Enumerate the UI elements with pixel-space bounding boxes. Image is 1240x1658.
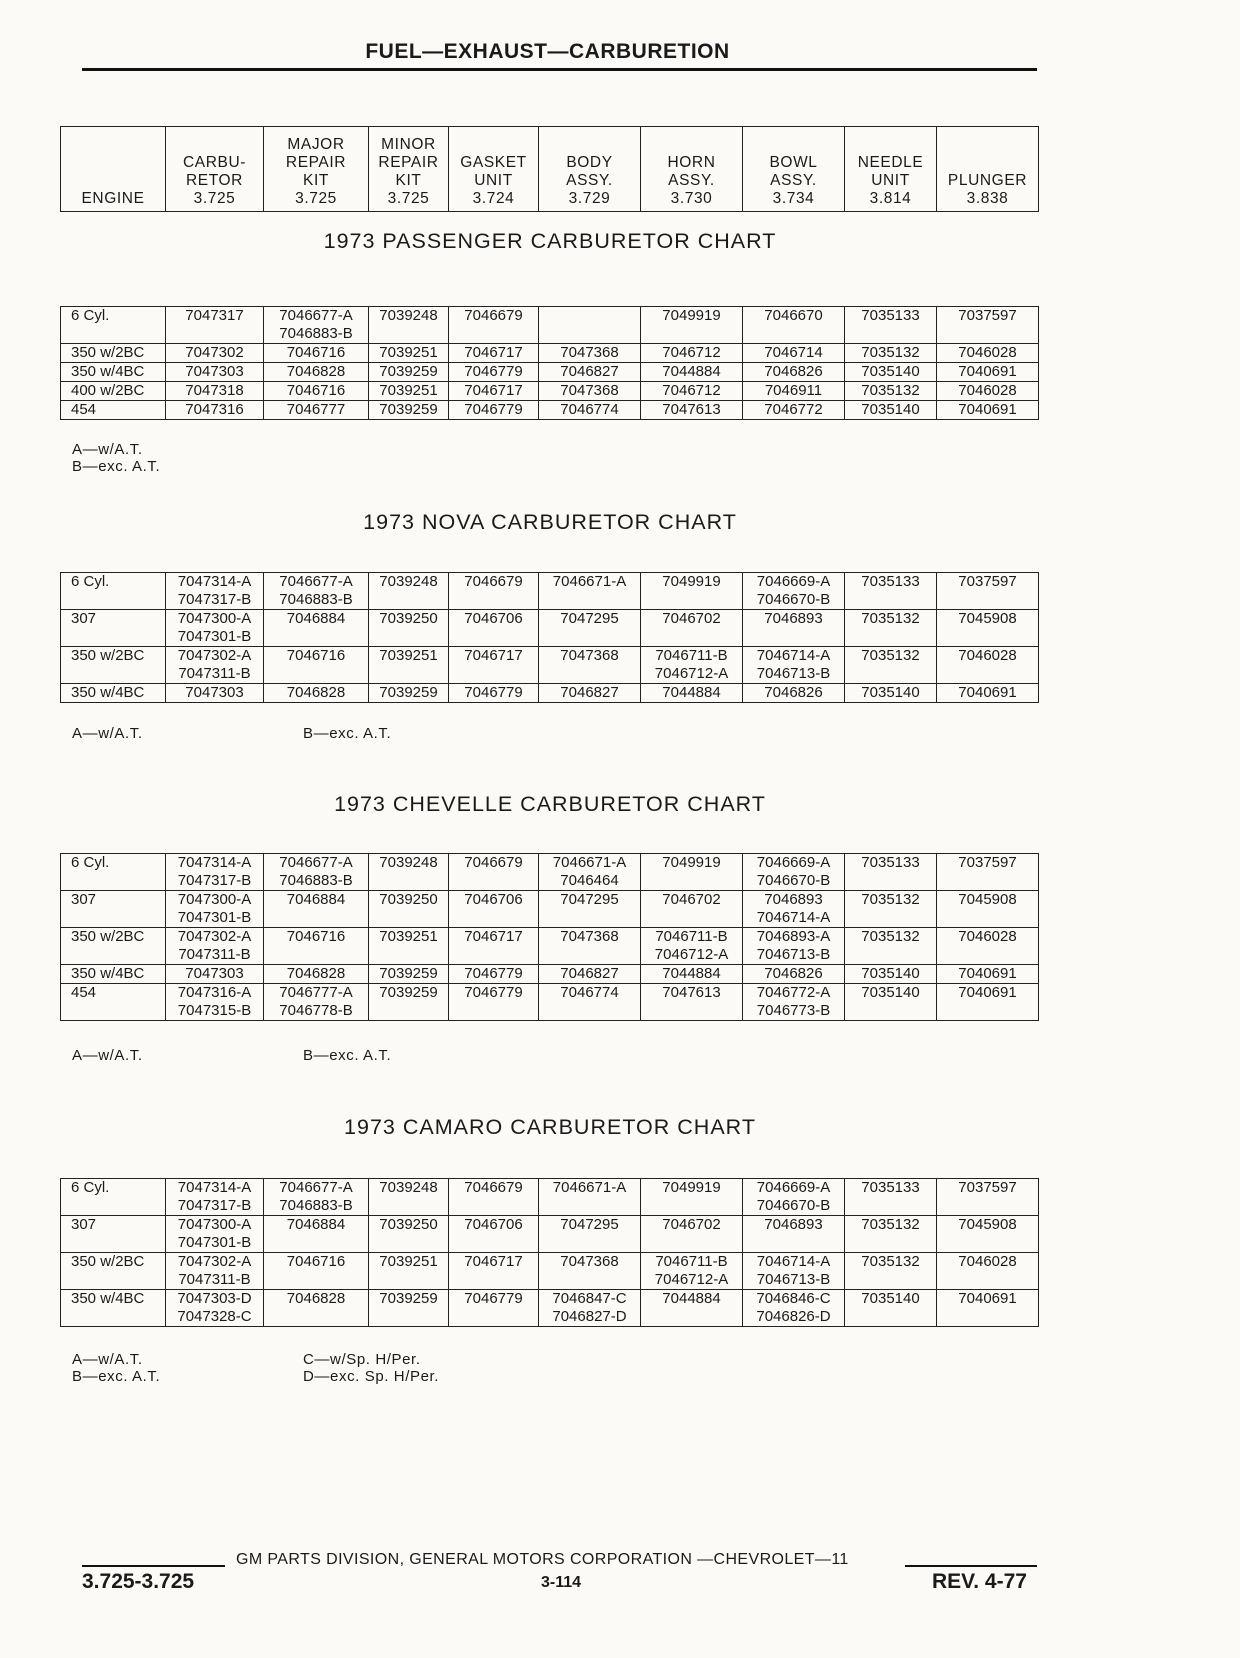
part-number-cell: 7035140 <box>845 684 937 703</box>
part-number-cell: 7047368 <box>539 928 641 965</box>
part-number-cell: 7039251 <box>369 344 449 363</box>
column-header-table <box>60 126 1039 212</box>
part-number-cell: 7046669-A 7046670-B <box>743 1179 845 1216</box>
part-number-cell: 7047314-A 7047317-B <box>166 1179 264 1216</box>
part-number-cell: 7046711-B 7046712-A <box>641 1253 743 1290</box>
camaro-chart-title: 1973 CAMARO CARBURETOR CHART <box>344 1115 756 1139</box>
engine-cell: 6 Cyl. <box>61 573 166 610</box>
part-number-cell: 7046677-A 7046883-B <box>264 1179 369 1216</box>
part-number-cell: 7047303 <box>166 965 264 984</box>
part-number-cell: 7046669-A 7046670-B <box>743 854 845 891</box>
part-number-cell: 7046679 <box>449 307 539 344</box>
nova-footnote-b: B—exc. A.T. <box>303 725 392 742</box>
part-number-cell: 7046884 <box>264 891 369 928</box>
part-number-cell: 7046717 <box>449 382 539 401</box>
part-number-cell: 7039251 <box>369 647 449 684</box>
part-number-cell: 7046893 <box>743 1216 845 1253</box>
part-number-cell: 7047613 <box>641 401 743 420</box>
camaro-chart-table <box>60 1178 1039 1327</box>
part-number-cell: 7035133 <box>845 854 937 891</box>
part-number-cell: 7046828 <box>264 363 369 382</box>
part-number-cell: 7046716 <box>264 647 369 684</box>
part-number-cell: 7037597 <box>937 1179 1039 1216</box>
table-row <box>61 854 1039 891</box>
page-title: FUEL—EXHAUST—CARBURETION <box>365 40 730 63</box>
part-number-cell: 7047613 <box>641 984 743 1021</box>
header-body-assy: BODY ASSY. 3.729 <box>539 127 641 212</box>
part-number-cell: 7046028 <box>937 344 1039 363</box>
part-number-cell: 7047318 <box>166 382 264 401</box>
part-number-cell: 7046679 <box>449 573 539 610</box>
part-number-cell: 7045908 <box>937 610 1039 647</box>
engine-cell: 454 <box>61 984 166 1021</box>
part-number-cell: 7047300-A 7047301-B <box>166 1216 264 1253</box>
part-number-cell: 7046828 <box>264 1290 369 1327</box>
part-number-cell: 7039250 <box>369 1216 449 1253</box>
engine-cell: 6 Cyl. <box>61 307 166 344</box>
footer-rule-right <box>905 1565 1037 1567</box>
part-number-cell: 7046716 <box>264 928 369 965</box>
part-number-cell: 7046893 <box>743 610 845 647</box>
part-number-cell: 7046828 <box>264 965 369 984</box>
table-row <box>61 307 1039 344</box>
part-number-cell: 7046714-A 7046713-B <box>743 647 845 684</box>
footer-group-number: 3.725-3.725 <box>82 1570 195 1593</box>
part-number-cell: 7046779 <box>449 965 539 984</box>
part-number-cell: 7046826 <box>743 684 845 703</box>
table-row <box>61 965 1039 984</box>
part-number-cell: 7046679 <box>449 1179 539 1216</box>
part-number-cell: 7046846-C 7046826-D <box>743 1290 845 1327</box>
part-number-cell: 7035133 <box>845 573 937 610</box>
part-number-cell: 7046884 <box>264 1216 369 1253</box>
part-number-cell: 7035132 <box>845 928 937 965</box>
part-number-cell: 7046702 <box>641 891 743 928</box>
part-number-cell: 7047295 <box>539 891 641 928</box>
part-number-cell: 7039251 <box>369 382 449 401</box>
part-number-cell: 7049919 <box>641 1179 743 1216</box>
nova-footnote-a: A—w/A.T. <box>72 725 143 742</box>
part-number-cell: 7046712 <box>641 344 743 363</box>
part-number-cell: 7046847-C 7046827-D <box>539 1290 641 1327</box>
table-row <box>61 684 1039 703</box>
part-number-cell: 7046826 <box>743 965 845 984</box>
part-number-cell <box>539 307 641 344</box>
part-number-cell: 7046716 <box>264 382 369 401</box>
part-number-cell: 7047300-A 7047301-B <box>166 610 264 647</box>
part-number-cell: 7044884 <box>641 1290 743 1327</box>
engine-cell: 454 <box>61 401 166 420</box>
part-number-cell: 7040691 <box>937 1290 1039 1327</box>
part-number-cell: 7047316-A 7047315-B <box>166 984 264 1021</box>
header-bowl-assy: BOWL ASSY. 3.734 <box>743 127 845 212</box>
part-number-cell: 7039259 <box>369 965 449 984</box>
part-number-cell: 7046884 <box>264 610 369 647</box>
part-number-cell: 7039248 <box>369 854 449 891</box>
part-number-cell: 7046702 <box>641 1216 743 1253</box>
engine-cell: 350 w/2BC <box>61 1253 166 1290</box>
part-number-cell: 7046028 <box>937 382 1039 401</box>
part-number-cell: 7037597 <box>937 307 1039 344</box>
part-number-cell: 7049919 <box>641 854 743 891</box>
chevelle-chart-title: 1973 CHEVELLE CARBURETOR CHART <box>334 792 766 816</box>
engine-cell: 6 Cyl. <box>61 854 166 891</box>
part-number-cell: 7046779 <box>449 401 539 420</box>
part-number-cell: 7047302-A 7047311-B <box>166 928 264 965</box>
part-number-cell: 7039248 <box>369 573 449 610</box>
header-plunger: PLUNGER 3.838 <box>937 127 1039 212</box>
part-number-cell: 7046677-A 7046883-B <box>264 854 369 891</box>
part-number-cell: 7047368 <box>539 1253 641 1290</box>
part-number-cell: 7049919 <box>641 573 743 610</box>
part-number-cell: 7035140 <box>845 363 937 382</box>
part-number-cell: 7035132 <box>845 647 937 684</box>
part-number-cell: 7047295 <box>539 610 641 647</box>
table-row <box>61 363 1039 382</box>
part-number-cell: 7040691 <box>937 363 1039 382</box>
part-number-cell: 7035132 <box>845 610 937 647</box>
part-number-cell: 7045908 <box>937 891 1039 928</box>
part-number-cell: 7046028 <box>937 1253 1039 1290</box>
part-number-cell: 7046779 <box>449 363 539 382</box>
engine-cell: 350 w/2BC <box>61 344 166 363</box>
part-number-cell: 7046772 <box>743 401 845 420</box>
part-number-cell: 7046716 <box>264 344 369 363</box>
engine-cell: 350 w/4BC <box>61 965 166 984</box>
part-number-cell: 7046774 <box>539 401 641 420</box>
part-number-cell: 7047300-A 7047301-B <box>166 891 264 928</box>
footer-rule-left <box>82 1565 225 1567</box>
table-row <box>61 1179 1039 1216</box>
part-number-cell: 7044884 <box>641 965 743 984</box>
part-number-cell: 7040691 <box>937 984 1039 1021</box>
table-row <box>61 344 1039 363</box>
part-number-cell: 7045908 <box>937 1216 1039 1253</box>
header-horn-assy: HORN ASSY. 3.730 <box>641 127 743 212</box>
part-number-cell: 7046772-A 7046773-B <box>743 984 845 1021</box>
part-number-cell: 7040691 <box>937 401 1039 420</box>
engine-cell: 400 w/2BC <box>61 382 166 401</box>
part-number-cell: 7046779 <box>449 684 539 703</box>
part-number-cell: 7047295 <box>539 1216 641 1253</box>
chevelle-chart-table <box>60 853 1039 1021</box>
part-number-cell: 7035133 <box>845 307 937 344</box>
passenger-footnote: A—w/A.T. B—exc. A.T. <box>72 441 161 475</box>
table-row <box>61 401 1039 420</box>
engine-cell: 350 w/4BC <box>61 1290 166 1327</box>
part-number-cell: 7046711-B 7046712-A <box>641 928 743 965</box>
part-number-cell: 7047368 <box>539 382 641 401</box>
header-carburetor: CARBU- RETOR 3.725 <box>166 127 264 212</box>
part-number-cell: 7046669-A 7046670-B <box>743 573 845 610</box>
passenger-chart-title: 1973 PASSENGER CARBURETOR CHART <box>323 229 777 253</box>
engine-cell: 307 <box>61 1216 166 1253</box>
part-number-cell: 7046774 <box>539 984 641 1021</box>
table-row <box>61 1253 1039 1290</box>
title-rule <box>82 68 1037 71</box>
part-number-cell: 7046706 <box>449 891 539 928</box>
table-row <box>61 382 1039 401</box>
part-number-cell: 7046028 <box>937 928 1039 965</box>
part-number-cell: 7046777-A 7046778-B <box>264 984 369 1021</box>
part-number-cell: 7046679 <box>449 854 539 891</box>
engine-cell: 350 w/2BC <box>61 647 166 684</box>
header-major-repair-kit: MAJOR REPAIR KIT 3.725 <box>264 127 369 212</box>
footer-corporation: GM PARTS DIVISION, GENERAL MOTORS CORPORATION —CHEVROLET—11 <box>236 1551 849 1568</box>
footer-page-number: 3-114 <box>541 1574 582 1591</box>
part-number-cell: 7046717 <box>449 1253 539 1290</box>
part-number-cell: 7039251 <box>369 928 449 965</box>
passenger-chart-table <box>60 306 1039 420</box>
part-number-cell: 7047302-A 7047311-B <box>166 647 264 684</box>
header-engine: ENGINE <box>61 127 166 212</box>
table-row <box>61 647 1039 684</box>
part-number-cell: 7039259 <box>369 984 449 1021</box>
part-number-cell: 7037597 <box>937 573 1039 610</box>
part-number-cell: 7046702 <box>641 610 743 647</box>
engine-cell: 307 <box>61 891 166 928</box>
part-number-cell: 7035140 <box>845 965 937 984</box>
header-minor-repair-kit: MINOR REPAIR KIT 3.725 <box>369 127 449 212</box>
part-number-cell: 7040691 <box>937 965 1039 984</box>
part-number-cell: 7046706 <box>449 1216 539 1253</box>
part-number-cell: 7046717 <box>449 647 539 684</box>
part-number-cell: 7047302 <box>166 344 264 363</box>
header-gasket-unit: GASKET UNIT 3.724 <box>449 127 539 212</box>
table-row <box>61 610 1039 647</box>
part-number-cell: 7039259 <box>369 401 449 420</box>
part-number-cell: 7046779 <box>449 984 539 1021</box>
part-number-cell: 7039250 <box>369 891 449 928</box>
part-number-cell: 7046827 <box>539 684 641 703</box>
part-number-cell: 7040691 <box>937 684 1039 703</box>
part-number-cell: 7047317 <box>166 307 264 344</box>
part-number-cell: 7044884 <box>641 684 743 703</box>
table-row <box>61 1216 1039 1253</box>
part-number-cell: 7046893 7046714-A <box>743 891 845 928</box>
part-number-cell: 7047302-A 7047311-B <box>166 1253 264 1290</box>
part-number-cell: 7035140 <box>845 401 937 420</box>
part-number-cell: 7035132 <box>845 344 937 363</box>
part-number-cell: 7039250 <box>369 610 449 647</box>
part-number-cell: 7046716 <box>264 1253 369 1290</box>
part-number-cell: 7035140 <box>845 984 937 1021</box>
part-number-cell: 7046711-B 7046712-A <box>641 647 743 684</box>
part-number-cell: 7046714-A 7046713-B <box>743 1253 845 1290</box>
engine-cell: 307 <box>61 610 166 647</box>
part-number-cell: 7035132 <box>845 1253 937 1290</box>
table-row <box>61 928 1039 965</box>
part-number-cell: 7044884 <box>641 363 743 382</box>
part-number-cell: 7046671-A 7046464 <box>539 854 641 891</box>
part-number-cell: 7039259 <box>369 684 449 703</box>
camaro-footnote-ab: A—w/A.T. B—exc. A.T. <box>72 1351 161 1385</box>
part-number-cell: 7046712 <box>641 382 743 401</box>
part-number-cell: 7039259 <box>369 1290 449 1327</box>
engine-cell: 6 Cyl. <box>61 1179 166 1216</box>
table-row <box>61 891 1039 928</box>
part-number-cell: 7046677-A 7046883-B <box>264 307 369 344</box>
part-number-cell: 7047314-A 7047317-B <box>166 573 264 610</box>
part-number-cell: 7035132 <box>845 891 937 928</box>
part-number-cell: 7046827 <box>539 965 641 984</box>
table-row <box>61 573 1039 610</box>
part-number-cell: 7046028 <box>937 647 1039 684</box>
part-number-cell: 7046670 <box>743 307 845 344</box>
part-number-cell: 7035133 <box>845 1179 937 1216</box>
part-number-cell: 7047368 <box>539 344 641 363</box>
engine-cell: 350 w/4BC <box>61 684 166 703</box>
part-number-cell: 7049919 <box>641 307 743 344</box>
part-number-cell: 7046717 <box>449 344 539 363</box>
engine-cell: 350 w/2BC <box>61 928 166 965</box>
part-number-cell: 7047303-D 7047328-C <box>166 1290 264 1327</box>
part-number-cell: 7046677-A 7046883-B <box>264 573 369 610</box>
part-number-cell: 7046828 <box>264 684 369 703</box>
part-number-cell: 7046777 <box>264 401 369 420</box>
part-number-cell: 7047303 <box>166 363 264 382</box>
part-number-cell: 7046911 <box>743 382 845 401</box>
part-number-cell: 7039248 <box>369 1179 449 1216</box>
part-number-cell: 7046714 <box>743 344 845 363</box>
part-number-cell: 7046717 <box>449 928 539 965</box>
part-number-cell: 7039259 <box>369 363 449 382</box>
camaro-footnote-cd: C—w/Sp. H/Per. D—exc. Sp. H/Per. <box>303 1351 440 1385</box>
part-number-cell: 7046671-A <box>539 1179 641 1216</box>
part-number-cell: 7047314-A 7047317-B <box>166 854 264 891</box>
part-number-cell: 7047303 <box>166 684 264 703</box>
table-row <box>61 1290 1039 1327</box>
part-number-cell: 7046826 <box>743 363 845 382</box>
part-number-cell: 7046779 <box>449 1290 539 1327</box>
part-number-cell: 7035140 <box>845 1290 937 1327</box>
chevelle-footnote-b: B—exc. A.T. <box>303 1047 392 1064</box>
chevelle-footnote-a: A—w/A.T. <box>72 1047 143 1064</box>
part-number-cell: 7035132 <box>845 382 937 401</box>
part-number-cell: 7047316 <box>166 401 264 420</box>
part-number-cell: 7046893-A 7046713-B <box>743 928 845 965</box>
part-number-cell: 7046706 <box>449 610 539 647</box>
part-number-cell: 7046671-A <box>539 573 641 610</box>
nova-chart-title: 1973 NOVA CARBURETOR CHART <box>363 510 737 534</box>
footer-revision: REV. 4-77 <box>932 1570 1027 1593</box>
header-needle-unit: NEEDLE UNIT 3.814 <box>845 127 937 212</box>
part-number-cell: 7046827 <box>539 363 641 382</box>
part-number-cell: 7039251 <box>369 1253 449 1290</box>
nova-chart-table <box>60 572 1039 703</box>
part-number-cell: 7047368 <box>539 647 641 684</box>
part-number-cell: 7037597 <box>937 854 1039 891</box>
engine-cell: 350 w/4BC <box>61 363 166 382</box>
part-number-cell: 7035132 <box>845 1216 937 1253</box>
table-row <box>61 984 1039 1021</box>
part-number-cell: 7039248 <box>369 307 449 344</box>
